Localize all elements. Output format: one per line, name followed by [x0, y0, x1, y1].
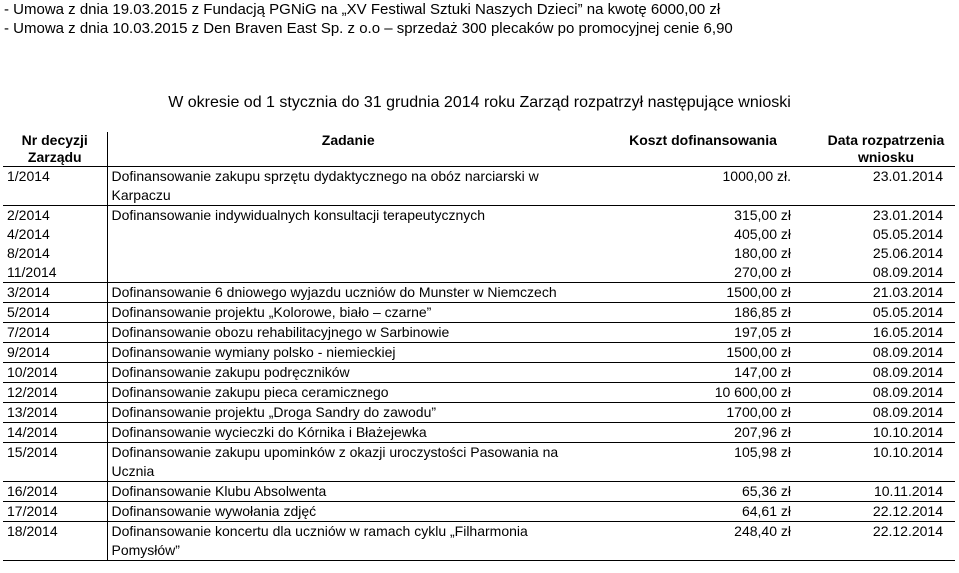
- task-cell: Dofinansowanie koncertu dla uczniów w ramach cyklu „Filharmonia Pomysłów”: [107, 522, 589, 561]
- task-cell: Dofinansowanie wymiany polsko - niemieckiej: [107, 343, 589, 363]
- decision-number-cell: [3, 522, 107, 561]
- table-body: [3, 167, 955, 561]
- decision-number-cell: [3, 383, 107, 403]
- review-date-cell: [817, 482, 955, 502]
- decision-number-value: 14/2014: [7, 424, 58, 440]
- cost-cell: [589, 167, 817, 206]
- cost-cell: [589, 363, 817, 383]
- cost-value: 65,36 zł: [741, 483, 791, 499]
- cost-value: 186,85 zł: [734, 304, 791, 320]
- cost-value: 1500,00 zł: [726, 284, 791, 300]
- review-date-cell: [817, 303, 955, 323]
- table-row: [3, 283, 955, 303]
- table-row: [3, 167, 955, 206]
- review-date-cell: [817, 283, 955, 303]
- table-header-row: [3, 132, 955, 167]
- header-task: Zadanie: [107, 132, 589, 167]
- header-review-date: Data rozpatrzenia wniosku: [817, 132, 955, 167]
- review-date-value: 08.09.2014: [872, 404, 943, 420]
- decision-number-cell: [3, 283, 107, 303]
- decision-number-value: 3/2014: [7, 284, 50, 300]
- cost-cell: [589, 206, 817, 283]
- table-row: [3, 323, 955, 343]
- table-row: [3, 383, 955, 403]
- review-date-cell: [817, 323, 955, 343]
- decision-number-value: 10/2014: [7, 364, 58, 380]
- review-date-value: 25.06.2014: [872, 245, 943, 261]
- task-cell: Dofinansowanie zakupu sprzętu dydaktycznego na obóz narciarski w Karpaczu: [107, 167, 589, 206]
- decision-number-cell: [3, 167, 107, 206]
- table-row: [3, 303, 955, 323]
- review-date-value: 10.10.2014: [872, 444, 943, 460]
- review-date-value: 23.01.2014: [872, 207, 943, 223]
- task-cell: Dofinansowanie zakupu upominków z okazji uroczystości Pasowania na Ucznia: [107, 443, 589, 482]
- decision-number-value: 16/2014: [7, 483, 58, 499]
- cost-value: 270,00 zł: [734, 264, 791, 280]
- task-cell: Dofinansowanie obozu rehabilitacyjnego w Sarbinowie: [107, 323, 589, 343]
- cost-value: 248,40 zł: [734, 523, 791, 539]
- cost-cell: [589, 482, 817, 502]
- task-cell: Dofinansowanie zakupu pieca ceramicznego: [107, 383, 589, 403]
- task-cell: Dofinansowanie zakupu podręczników: [107, 363, 589, 383]
- decision-number-cell: [3, 482, 107, 502]
- review-date-cell: [817, 343, 955, 363]
- decision-number-value: 12/2014: [7, 384, 58, 400]
- table-row: [3, 363, 955, 383]
- cost-cell: [589, 283, 817, 303]
- cost-cell: [589, 502, 817, 522]
- cost-cell: [589, 403, 817, 423]
- review-date-value: 05.05.2014: [872, 304, 943, 320]
- cost-value: 1700,00 zł: [726, 404, 791, 420]
- table-row: [3, 482, 955, 502]
- table-row: [3, 443, 955, 482]
- table-row: [3, 423, 955, 443]
- cost-cell: [589, 343, 817, 363]
- decision-number-value: 13/2014: [7, 404, 58, 420]
- cost-cell: [589, 443, 817, 482]
- cost-value: 405,00 zł: [734, 226, 791, 242]
- review-date-value: 22.12.2014: [872, 523, 943, 539]
- task-cell: Dofinansowanie 6 dniowego wyjazdu uczniów do Munster w Niemczech: [107, 283, 589, 303]
- task-cell: Dofinansowanie projektu „Kolorowe, biało – czarne”: [107, 303, 589, 323]
- decision-number-value: 2/2014: [7, 207, 50, 223]
- decision-number-value: 11/2014: [7, 264, 57, 280]
- decision-number-cell: [3, 303, 107, 323]
- decision-number-cell: [3, 502, 107, 522]
- table-row: [3, 502, 955, 522]
- review-date-value: 21.03.2014: [872, 284, 943, 300]
- task-cell: Dofinansowanie wycieczki do Kórnika i Błażejewka: [107, 423, 589, 443]
- intro-line: - Umowa z dnia 19.03.2015 z Fundacją PGNiG na „XV Festiwal Sztuki Naszych Dzieci” na kwotę 6000,00 zł: [4, 1, 721, 18]
- review-date-value: 08.09.2014: [872, 364, 943, 380]
- review-date-cell: [817, 363, 955, 383]
- table-row: [3, 403, 955, 423]
- section-heading: W okresie od 1 stycznia do 31 grudnia 2014 roku Zarząd rozpatrzył następujące wnioski: [168, 94, 791, 111]
- decision-number-value: 5/2014: [7, 304, 50, 320]
- review-date-value: 10.10.2014: [872, 424, 943, 440]
- review-date-cell: [817, 206, 955, 283]
- cost-cell: [589, 522, 817, 561]
- task-cell: Dofinansowanie Klubu Absolwenta: [107, 482, 589, 502]
- review-date-value: 22.12.2014: [872, 503, 943, 519]
- review-date-cell: [817, 423, 955, 443]
- decision-number-value: 4/2014: [7, 226, 50, 242]
- intro-notes: [4, 0, 954, 38]
- decision-number-value: 7/2014: [7, 324, 50, 340]
- header-decision-number: Nr decyzji Zarządu: [3, 132, 107, 167]
- decision-number-cell: [3, 323, 107, 343]
- cost-value: 1000,00 zł.: [722, 168, 791, 184]
- decisions-table: [3, 132, 955, 561]
- table-row: [3, 522, 955, 561]
- review-date-cell: [817, 443, 955, 482]
- cost-value: 180,00 zł: [734, 245, 791, 261]
- review-date-cell: [817, 522, 955, 561]
- review-date-cell: [817, 383, 955, 403]
- decision-number-value: 9/2014: [7, 344, 50, 360]
- cost-value: 315,00 zł: [734, 207, 791, 223]
- decision-number-cell: [3, 403, 107, 423]
- review-date-value: 05.05.2014: [872, 226, 943, 242]
- decision-number-value: 17/2014: [7, 503, 58, 519]
- decision-number-value: 8/2014: [7, 245, 50, 261]
- task-cell: Dofinansowanie projektu „Droga Sandry do zawodu”: [107, 403, 589, 423]
- review-date-value: 23.01.2014: [872, 168, 943, 184]
- decision-number-cell: [3, 423, 107, 443]
- decision-number-cell: [3, 343, 107, 363]
- cost-cell: [589, 423, 817, 443]
- header-cost: Koszt dofinansowania: [589, 132, 817, 167]
- cost-value: 197,05 zł: [734, 324, 791, 340]
- task-cell: Dofinansowanie wywołania zdjęć: [107, 502, 589, 522]
- decision-number-value: 1/2014: [7, 168, 50, 184]
- review-date-value: 10.11.2014: [873, 483, 943, 499]
- cost-value: 64,61 zł: [741, 503, 791, 519]
- cost-cell: [589, 303, 817, 323]
- review-date-value: 16.05.2014: [872, 324, 943, 340]
- review-date-value: 08.09.2014: [872, 344, 943, 360]
- cost-value: 105,98 zł: [734, 444, 791, 460]
- table-row: [3, 343, 955, 363]
- table-row: [3, 206, 955, 283]
- decision-number-cell: [3, 206, 107, 283]
- decision-number-cell: [3, 443, 107, 482]
- task-cell: Dofinansowanie indywidualnych konsultacji terapeutycznych: [107, 206, 589, 283]
- cost-value: 1500,00 zł: [726, 344, 791, 360]
- review-date-cell: [817, 403, 955, 423]
- decision-number-value: 18/2014: [7, 523, 58, 539]
- review-date-value: 08.09.2014: [872, 264, 943, 280]
- review-date-value: 08.09.2014: [872, 384, 943, 400]
- decision-number-cell: [3, 363, 107, 383]
- cost-value: 207,96 zł: [734, 424, 791, 440]
- intro-line: - Umowa z dnia 10.03.2015 z Den Braven East Sp. z o.o – sprzedaż 300 plecaków po promocyjnej cenie 6,90: [4, 20, 733, 37]
- cost-cell: [589, 323, 817, 343]
- cost-value: 10 600,00 zł: [714, 384, 791, 400]
- cost-cell: [589, 383, 817, 403]
- cost-value: 147,00 zł: [734, 364, 791, 380]
- review-date-cell: [817, 167, 955, 206]
- decision-number-value: 15/2014: [7, 444, 58, 460]
- review-date-cell: [817, 502, 955, 522]
